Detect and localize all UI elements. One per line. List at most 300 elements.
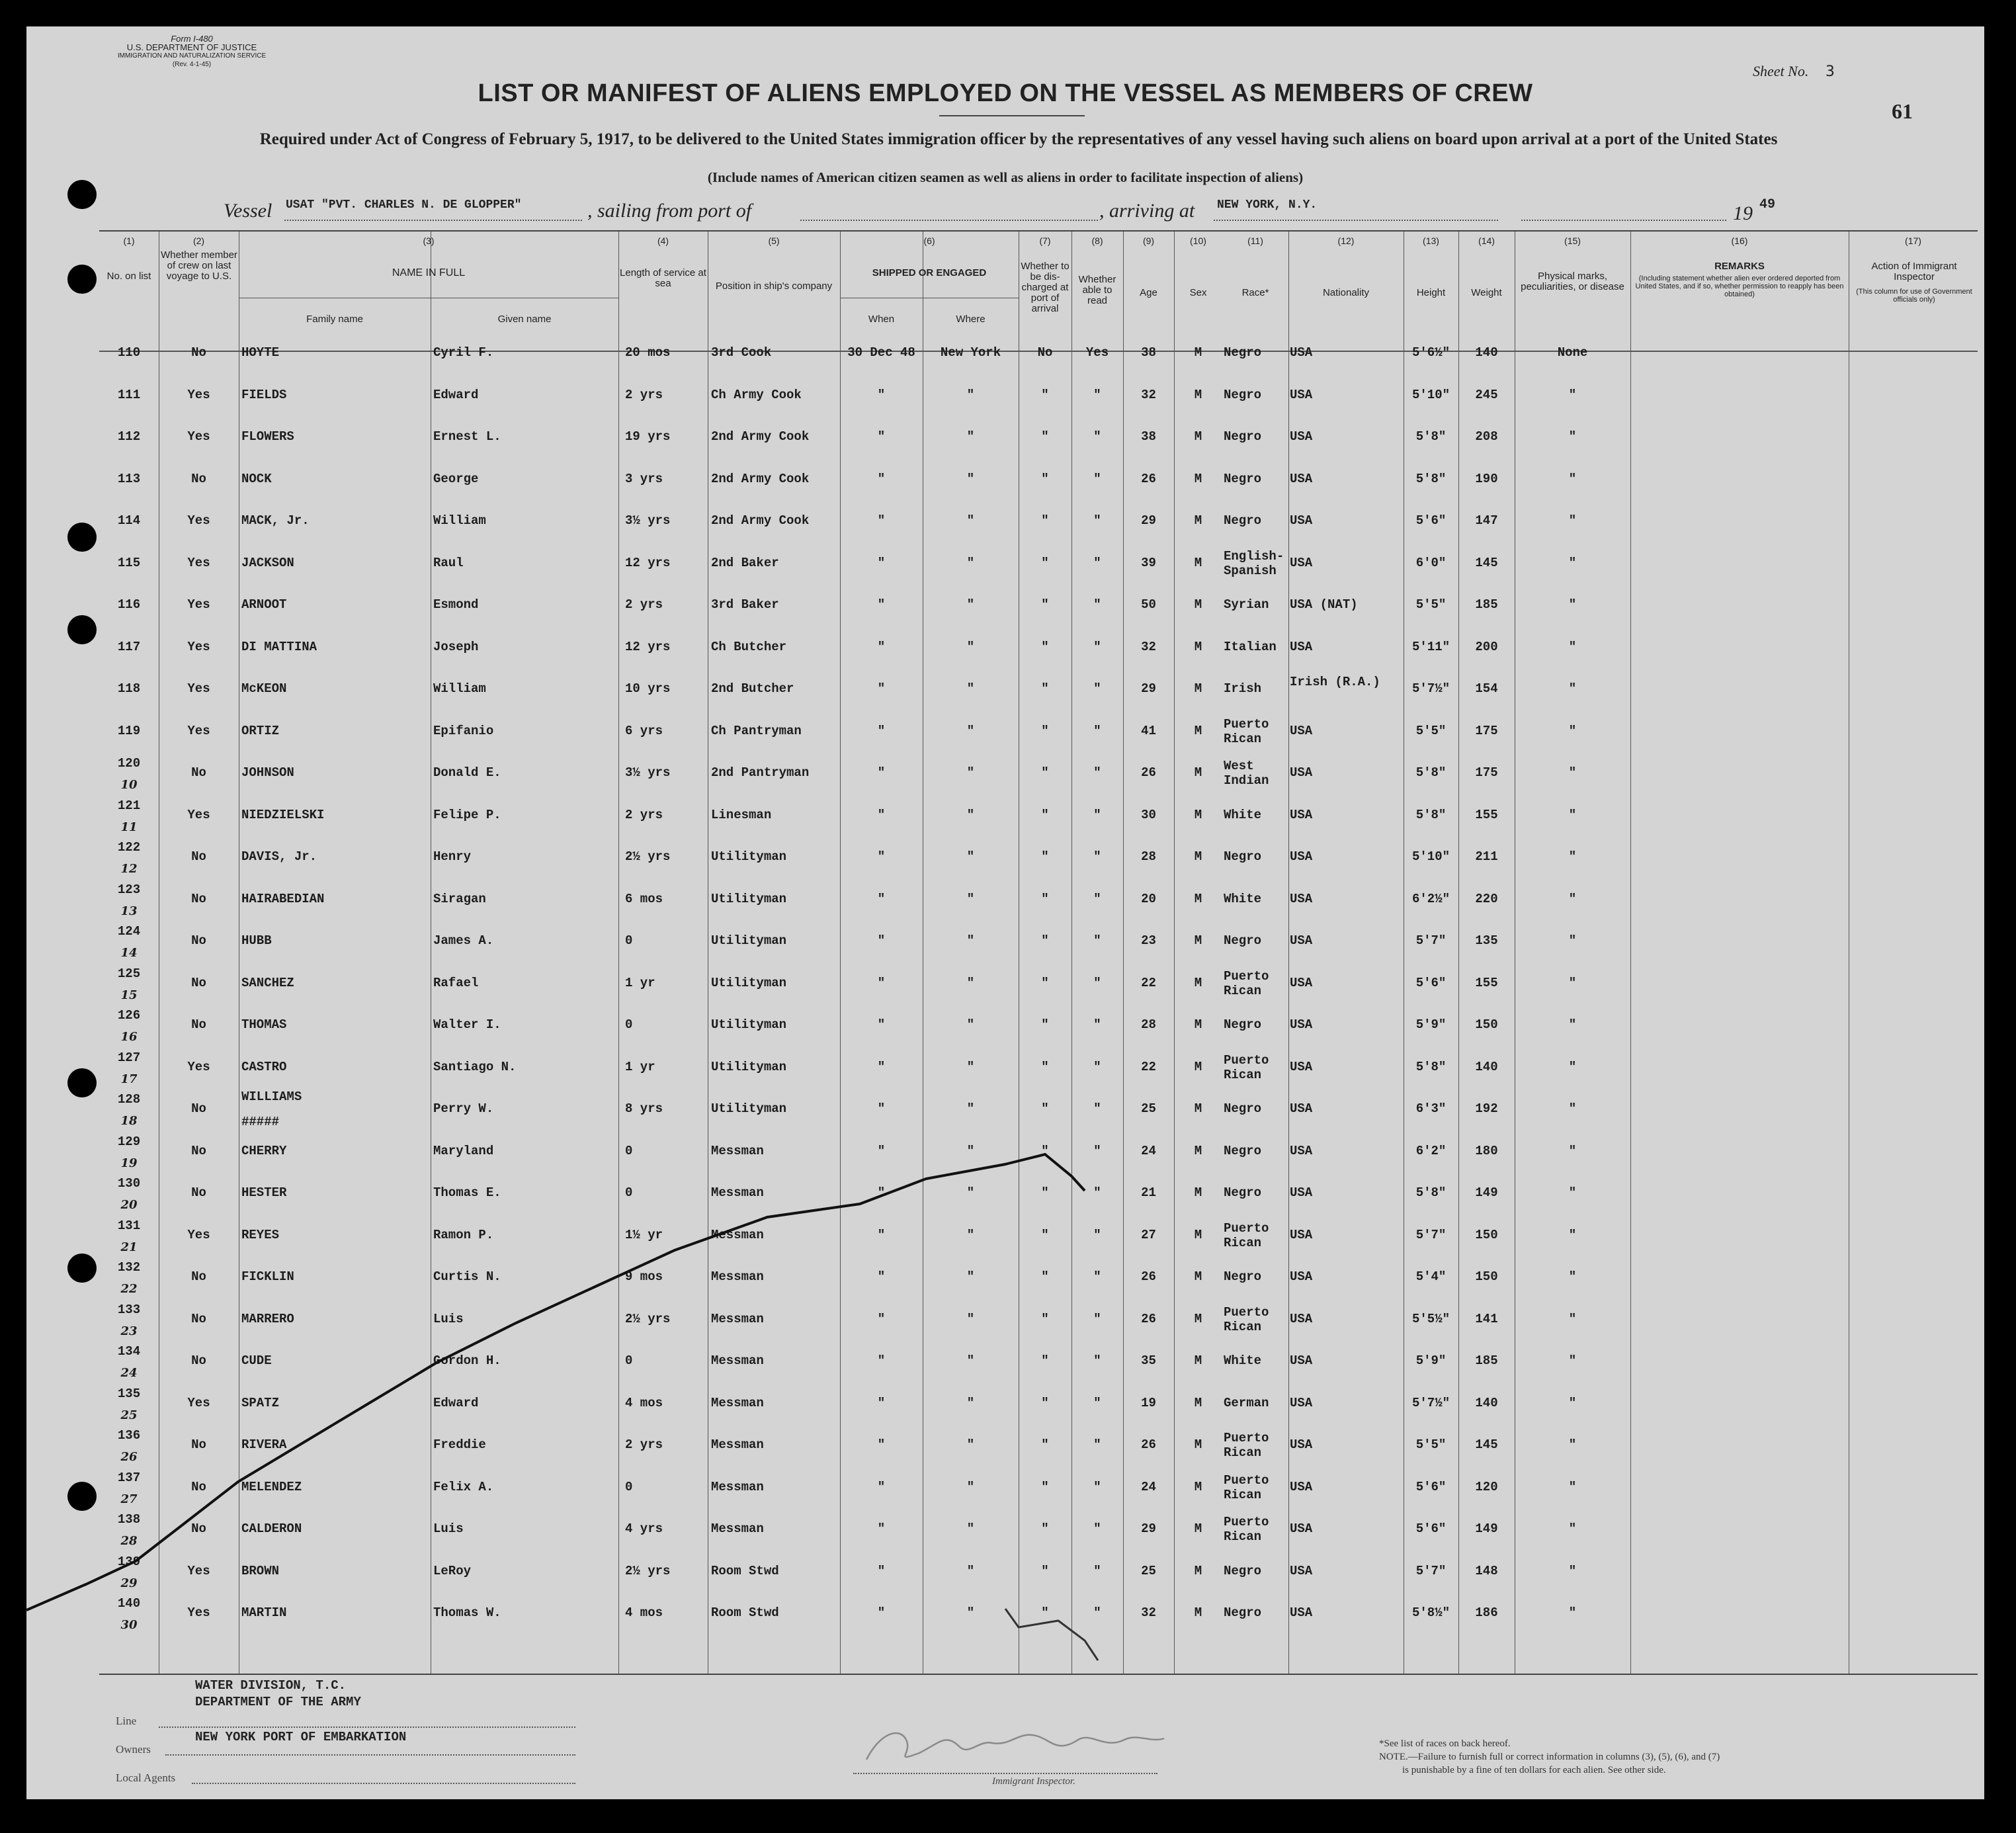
shipped-where: " — [966, 681, 975, 696]
physical-marks: " — [1568, 1311, 1577, 1326]
discharged-at-port: " — [1041, 807, 1049, 822]
able-to-read: " — [1093, 387, 1101, 402]
age: 22 — [1141, 1059, 1156, 1074]
family-name: SPATZ — [241, 1395, 280, 1410]
family-name: SANCHEZ — [241, 975, 294, 990]
position: Messman — [711, 1479, 764, 1494]
length-of-service: 2 yrs — [625, 387, 663, 402]
discharged-at-port: " — [1041, 513, 1049, 528]
height: 5'9" — [1415, 1353, 1447, 1368]
able-to-read: " — [1093, 723, 1101, 738]
shipped-where: " — [966, 891, 975, 906]
length-of-service: 1 yr — [625, 975, 655, 990]
weight: 150 — [1475, 1227, 1498, 1242]
able-to-read: " — [1093, 933, 1101, 948]
col-physical-marks: Physical marks, peculiarities, or disease — [1521, 271, 1624, 292]
given-name: Walter I. — [433, 1017, 501, 1032]
length-of-service: 3½ yrs — [625, 765, 671, 780]
position: Ch Pantryman — [711, 723, 802, 738]
given-name: Siragan — [433, 891, 486, 906]
age: 32 — [1141, 1605, 1156, 1620]
weight: 154 — [1475, 681, 1498, 696]
physical-marks: " — [1568, 765, 1577, 780]
nationality: USA — [1290, 975, 1313, 990]
physical-marks: " — [1568, 1185, 1577, 1200]
original-row-number: 24 — [120, 1366, 138, 1380]
length-of-service: 0 — [625, 1353, 633, 1368]
crew-last-voyage: No — [191, 933, 206, 948]
given-name: Gordon H. — [433, 1353, 501, 1368]
position: 2nd Baker — [711, 555, 779, 570]
year-prefix: 19 — [1733, 202, 1753, 224]
sex: M — [1194, 597, 1202, 612]
weight: 150 — [1475, 1269, 1498, 1284]
sex: M — [1194, 429, 1202, 444]
shipped-where: " — [966, 429, 975, 444]
sheet-label: Sheet No. — [1753, 63, 1809, 79]
column-rule — [618, 232, 619, 1674]
race: Puerto Rican — [1224, 1304, 1269, 1334]
shipped-where: " — [966, 555, 975, 570]
family-name: HESTER — [241, 1185, 287, 1200]
original-row-number: 29 — [120, 1576, 138, 1590]
height: 5'7" — [1415, 1227, 1447, 1242]
physical-marks: " — [1568, 975, 1577, 990]
shipped-where: " — [966, 387, 975, 402]
race: Puerto Rican — [1224, 968, 1269, 998]
col-age: Age — [1140, 287, 1157, 298]
age: 39 — [1141, 555, 1156, 570]
nationality: USA — [1290, 387, 1313, 402]
shipped-when: " — [877, 513, 886, 528]
original-row-number: 10 — [120, 778, 138, 792]
given-name: Edward — [433, 1395, 479, 1410]
given-name: Ernest L. — [433, 429, 501, 444]
column-rule — [1630, 232, 1631, 1674]
race: Negro — [1224, 933, 1262, 948]
weight: 145 — [1475, 1437, 1498, 1452]
races-footnote: *See list of races on back hereof. — [1379, 1738, 1511, 1749]
nationality: USA — [1290, 1227, 1313, 1242]
row-number: 127 — [117, 1050, 141, 1065]
length-of-service: 9 mos — [625, 1269, 663, 1284]
length-of-service: 2 yrs — [625, 807, 663, 822]
col-position: Position in ship's company — [715, 280, 833, 292]
length-of-service: 2½ yrs — [625, 1311, 671, 1326]
weight: 155 — [1475, 807, 1498, 822]
discharged-at-port: " — [1041, 1101, 1049, 1116]
discharged-at-port: " — [1041, 849, 1049, 864]
shipped-when: " — [877, 639, 886, 654]
nationality: USA — [1290, 1185, 1313, 1200]
sailing-port-dots — [800, 220, 1098, 221]
given-name: Freddie — [433, 1437, 486, 1452]
column-rule — [1071, 232, 1072, 1674]
able-to-read: " — [1093, 1185, 1101, 1200]
position: Room Stwd — [711, 1563, 779, 1578]
sex: M — [1194, 1353, 1202, 1368]
column-number: (4) — [657, 235, 669, 246]
race: Negro — [1224, 387, 1262, 402]
able-to-read: " — [1093, 1059, 1101, 1074]
original-row-number: 16 — [120, 1030, 138, 1044]
original-row-number: 26 — [120, 1450, 138, 1464]
shipped-when: " — [877, 597, 886, 612]
nationality: USA — [1290, 429, 1313, 444]
race: West Indian — [1224, 759, 1269, 788]
given-name: William — [433, 513, 486, 528]
shipped-where: " — [966, 1017, 975, 1032]
height: 5'5" — [1415, 723, 1447, 738]
able-to-read: " — [1093, 555, 1101, 570]
column-number: (2) — [192, 235, 205, 246]
shipped-where: " — [966, 639, 975, 654]
weight: 155 — [1475, 975, 1498, 990]
position: 2nd Army Cook — [711, 513, 810, 528]
race: Negro — [1224, 345, 1262, 360]
sex: M — [1194, 1269, 1202, 1284]
nationality: USA — [1290, 891, 1313, 906]
age: 19 — [1141, 1395, 1156, 1410]
race: Negro — [1224, 1143, 1262, 1158]
given-name: Luis — [433, 1521, 464, 1536]
discharged-at-port: " — [1041, 555, 1049, 570]
nationality: USA (NAT) — [1290, 597, 1358, 612]
discharged-at-port: " — [1041, 1227, 1049, 1242]
shipped-where: " — [966, 1101, 975, 1116]
weight: 245 — [1475, 387, 1498, 402]
weight: 120 — [1475, 1479, 1498, 1494]
age: 30 — [1141, 807, 1156, 822]
shipped-when: " — [877, 849, 886, 864]
given-name: Curtis N. — [433, 1269, 501, 1284]
race: Syrian — [1224, 597, 1269, 612]
shipped-when: " — [877, 1563, 886, 1578]
crew-last-voyage: No — [191, 471, 206, 486]
physical-marks: " — [1568, 807, 1577, 822]
able-to-read: " — [1093, 639, 1101, 654]
position: Utilityman — [711, 1101, 787, 1116]
crew-last-voyage: No — [191, 1143, 206, 1158]
position: 2nd Butcher — [711, 681, 794, 696]
height: 5'7" — [1415, 933, 1447, 948]
weight: 211 — [1475, 849, 1498, 864]
discharged-at-port: " — [1041, 1563, 1049, 1578]
shipped-when: " — [877, 1143, 886, 1158]
weight: 145 — [1475, 555, 1498, 570]
discharged-at-port: " — [1041, 1479, 1049, 1494]
row-number: 135 — [117, 1386, 141, 1401]
discharged-at-port: " — [1041, 597, 1049, 612]
shipped-when: " — [877, 1227, 886, 1242]
discharged-at-port: " — [1041, 723, 1049, 738]
sex: M — [1194, 1479, 1202, 1494]
able-to-read: " — [1093, 1101, 1101, 1116]
able-to-read: " — [1093, 513, 1101, 528]
sex: M — [1194, 1185, 1202, 1200]
race: Negro — [1224, 513, 1262, 528]
line-label: Line — [116, 1715, 137, 1727]
sex: M — [1194, 807, 1202, 822]
height: 5'9" — [1415, 1017, 1447, 1032]
physical-marks: " — [1568, 849, 1577, 864]
weight: 175 — [1475, 765, 1498, 780]
sex: M — [1194, 849, 1202, 864]
col-name-in-full: NAME IN FULL — [392, 267, 466, 278]
sheet-number — [1753, 63, 1835, 80]
shipped-when: " — [877, 555, 886, 570]
able-to-read: " — [1093, 1227, 1101, 1242]
col-race: Race* — [1241, 287, 1269, 298]
length-of-service: 4 mos — [625, 1605, 663, 1620]
race: Negro — [1224, 1605, 1262, 1620]
row-number: 121 — [117, 798, 141, 813]
physical-marks: " — [1568, 1353, 1577, 1368]
physical-marks: " — [1568, 933, 1577, 948]
line-dots — [159, 1726, 575, 1728]
family-name: CASTRO — [241, 1059, 287, 1074]
height: 6'2" — [1415, 1143, 1447, 1158]
race: Negro — [1224, 429, 1262, 444]
given-name: Ramon P. — [433, 1227, 494, 1242]
height: 5'8" — [1415, 765, 1447, 780]
col-able-to-read: Whether able to read — [1078, 274, 1116, 306]
age: 41 — [1141, 723, 1156, 738]
given-name: Luis — [433, 1311, 464, 1326]
position: Messman — [711, 1143, 764, 1158]
original-row-number: 15 — [120, 988, 138, 1002]
col-where: Where — [956, 314, 986, 325]
sex: M — [1194, 891, 1202, 906]
discharged-at-port: No — [1037, 345, 1053, 360]
able-to-read: " — [1093, 471, 1101, 486]
row-number: 130 — [117, 1176, 141, 1191]
col-weight: Weight — [1471, 287, 1502, 298]
nationality: USA — [1290, 933, 1313, 948]
family-name: HAIRABEDIAN — [241, 891, 325, 906]
sex: M — [1194, 555, 1202, 570]
race: Negro — [1224, 471, 1262, 486]
able-to-read: " — [1093, 975, 1101, 990]
sex: M — [1194, 1017, 1202, 1032]
nationality: Irish (R.A.) — [1290, 675, 1380, 689]
nationality: USA — [1290, 807, 1313, 822]
able-to-read: " — [1093, 1143, 1101, 1158]
position: Messman — [711, 1269, 764, 1284]
shipped-where: " — [966, 1311, 975, 1326]
height: 5'10" — [1411, 387, 1450, 402]
length-of-service: 3 yrs — [625, 471, 663, 486]
family-name: NIEDZIELSKI — [241, 807, 325, 822]
shipped-where: " — [966, 1437, 975, 1452]
height: 5'5" — [1415, 597, 1447, 612]
column-number: (14) — [1478, 235, 1495, 246]
length-of-service: 0 — [625, 1185, 633, 1200]
original-row-number: 27 — [120, 1492, 138, 1506]
physical-marks: " — [1568, 1227, 1577, 1242]
age: 29 — [1141, 681, 1156, 696]
crew-last-voyage: Yes — [187, 387, 210, 402]
shipped-when: " — [877, 387, 886, 402]
position: 2nd Army Cook — [711, 429, 810, 444]
crew-last-voyage: No — [191, 1521, 206, 1536]
column-rule — [1458, 232, 1459, 1674]
nationality: USA — [1290, 849, 1313, 864]
able-to-read: " — [1093, 1521, 1101, 1536]
shipped-where: New York — [940, 345, 1001, 360]
physical-marks: " — [1568, 429, 1577, 444]
family-name: JOHNSON — [241, 765, 294, 780]
physical-marks: " — [1568, 1269, 1577, 1284]
discharged-at-port: " — [1041, 1521, 1049, 1536]
age: 26 — [1141, 471, 1156, 486]
nationality: USA — [1290, 639, 1313, 654]
original-row-number: 21 — [120, 1240, 138, 1254]
row-number: 131 — [117, 1218, 141, 1233]
shipped-when: " — [877, 1521, 886, 1536]
race: Negro — [1224, 1101, 1262, 1116]
shipped-when: " — [877, 1101, 886, 1116]
column-number: (13) — [1423, 235, 1439, 246]
physical-marks: " — [1568, 387, 1577, 402]
weight: 200 — [1475, 639, 1498, 654]
length-of-service: 3½ yrs — [625, 513, 671, 528]
row-number: 124 — [117, 924, 141, 939]
family-name: ARNOOT — [241, 597, 287, 612]
discharged-at-port: " — [1041, 975, 1049, 990]
original-row-number: 25 — [120, 1408, 138, 1422]
length-of-service: 2½ yrs — [625, 1563, 671, 1578]
age: 25 — [1141, 1563, 1156, 1578]
discharged-at-port: " — [1041, 1059, 1049, 1074]
date-dots — [1521, 220, 1726, 221]
inspector-dots — [853, 1773, 1157, 1774]
family-name: BROWN — [241, 1563, 280, 1578]
original-row-number: 12 — [120, 862, 138, 876]
sex: M — [1194, 1311, 1202, 1326]
physical-marks: " — [1568, 597, 1577, 612]
discharged-at-port: " — [1041, 681, 1049, 696]
weight: 150 — [1475, 1017, 1498, 1032]
page-number: 61 — [1892, 99, 1913, 123]
service-name: IMMIGRATION AND NATURALIZATION SERVICE — [117, 52, 267, 60]
column-rule — [840, 232, 841, 1674]
length-of-service: 12 yrs — [625, 555, 671, 570]
sex: M — [1194, 933, 1202, 948]
nationality: USA — [1290, 1101, 1313, 1116]
family-name: CUDE — [241, 1353, 272, 1368]
nationality: USA — [1290, 1437, 1313, 1452]
column-rule — [1123, 232, 1124, 1674]
crew-last-voyage: No — [191, 1311, 206, 1326]
shipped-when: " — [877, 891, 886, 906]
race: Negro — [1224, 1563, 1262, 1578]
nationality: USA — [1290, 471, 1313, 486]
given-name: Epifanio — [433, 723, 494, 738]
sex: M — [1194, 1059, 1202, 1074]
discharged-at-port: " — [1041, 1605, 1049, 1620]
shipped-when: " — [877, 1353, 886, 1368]
age: 32 — [1141, 639, 1156, 654]
original-row-number: 22 — [120, 1282, 138, 1296]
shipped-when: " — [877, 1017, 886, 1032]
age: 32 — [1141, 387, 1156, 402]
crew-last-voyage: No — [191, 1101, 206, 1116]
able-to-read: " — [1093, 1563, 1101, 1578]
sex: M — [1194, 975, 1202, 990]
original-row-number: 14 — [120, 946, 138, 960]
length-of-service: 6 mos — [625, 891, 663, 906]
height: 5'6" — [1415, 1521, 1447, 1536]
row-number: 140 — [117, 1596, 141, 1611]
nationality: USA — [1290, 1395, 1313, 1410]
family-name: McKEON — [241, 681, 287, 696]
given-name: Henry — [433, 849, 472, 864]
arriving-label: , arriving at — [1099, 200, 1195, 222]
family-name: JACKSON — [241, 555, 294, 570]
height: 5'6" — [1415, 975, 1447, 990]
shipped-where: " — [966, 975, 975, 990]
height: 6'3" — [1415, 1101, 1447, 1116]
able-to-read: " — [1093, 1269, 1101, 1284]
crew-last-voyage: Yes — [187, 429, 210, 444]
discharged-at-port: " — [1041, 1269, 1049, 1284]
length-of-service: 0 — [625, 933, 633, 948]
row-number: 111 — [117, 387, 141, 402]
discharged-at-port: " — [1041, 765, 1049, 780]
age: 20 — [1141, 891, 1156, 906]
column-number: (10) — [1190, 235, 1206, 246]
family-name: CALDERON — [241, 1521, 302, 1536]
shipped-when: " — [877, 1269, 886, 1284]
age: 25 — [1141, 1101, 1156, 1116]
row-number: 110 — [117, 345, 141, 360]
discharged-at-port: " — [1041, 1185, 1049, 1200]
physical-marks: " — [1568, 1395, 1577, 1410]
page-subtitle: Required under Act of Congress of February 5, 1917, to be delivered to the United States immigration officer by the representatives of any vessel having such aliens on board upon arrival at a port of the United States — [259, 130, 1778, 148]
original-row-number: 17 — [120, 1072, 138, 1086]
shipped-when: " — [877, 723, 886, 738]
height: 5'6½" — [1411, 345, 1450, 360]
height: 6'2½" — [1411, 891, 1450, 906]
weight: 180 — [1475, 1143, 1498, 1158]
length-of-service: 1½ yr — [625, 1227, 663, 1242]
physical-marks: " — [1568, 555, 1577, 570]
shipped-when: " — [877, 1395, 886, 1410]
age: 27 — [1141, 1227, 1156, 1242]
row-number: 125 — [117, 966, 141, 981]
able-to-read: " — [1093, 1605, 1101, 1620]
col-discharged: Whether to be dis-charged at port of arrival — [1021, 261, 1070, 314]
original-row-number: 20 — [120, 1198, 138, 1212]
crew-last-voyage: Yes — [187, 1395, 210, 1410]
row-number: 116 — [117, 597, 141, 612]
shipped-when: " — [877, 1479, 886, 1494]
nationality: USA — [1290, 765, 1313, 780]
col-crew-last-voyage: Whether member of crew on last voyage to U.S. — [161, 249, 237, 282]
given-name: Rafael — [433, 975, 479, 990]
punch-hole — [67, 1254, 97, 1283]
col-sex: Sex — [1189, 287, 1207, 298]
sex: M — [1194, 1437, 1202, 1452]
crew-last-voyage: Yes — [187, 639, 210, 654]
height: 5'4" — [1415, 1269, 1447, 1284]
weight: 135 — [1475, 933, 1498, 948]
physical-marks: " — [1568, 1521, 1577, 1536]
line-entry-3: NEW YORK PORT OF EMBARKATION — [195, 1730, 407, 1744]
nationality: USA — [1290, 555, 1313, 570]
family-name: HUBB — [241, 933, 272, 948]
